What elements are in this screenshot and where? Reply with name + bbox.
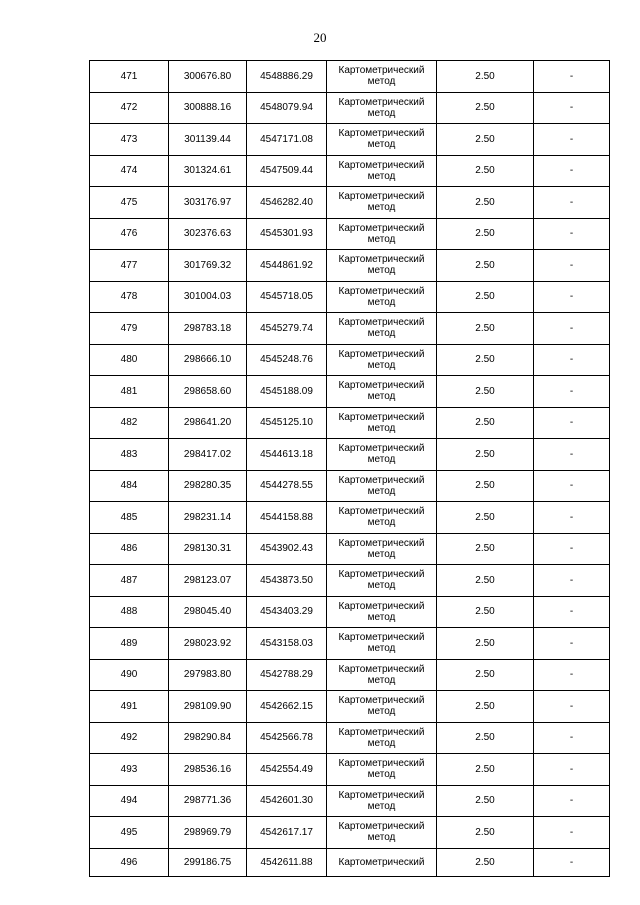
method-line-2: метод xyxy=(367,769,396,781)
method-cell xyxy=(327,628,437,660)
y-coordinate-cell: 4543403.29 xyxy=(247,596,327,628)
method-line-1: Картометрический xyxy=(338,285,425,297)
note-cell: - xyxy=(534,250,610,282)
method-cell xyxy=(327,250,437,282)
x-coordinate-cell: 298783.18 xyxy=(169,313,247,345)
y-coordinate-cell: 4545718.05 xyxy=(247,281,327,313)
precision-cell: 2.50 xyxy=(437,785,534,817)
y-coordinate-cell: 4542566.78 xyxy=(247,722,327,754)
method-cell xyxy=(327,817,437,849)
method-line-1: Картометрический xyxy=(338,789,425,801)
point-number-cell: 496 xyxy=(90,848,169,876)
x-coordinate-cell: 298123.07 xyxy=(169,565,247,597)
point-number-cell: 483 xyxy=(90,439,169,471)
y-coordinate-cell: 4542788.29 xyxy=(247,659,327,691)
table-row xyxy=(90,628,610,660)
table-row xyxy=(90,61,610,93)
note-cell: - xyxy=(534,61,610,93)
method-line-1: Картометрический xyxy=(338,726,425,738)
precision-cell: 2.50 xyxy=(437,848,534,876)
table-row xyxy=(90,722,610,754)
table-row xyxy=(90,344,610,376)
method-line-2: метод xyxy=(367,422,396,434)
x-coordinate-cell: 303176.97 xyxy=(169,187,247,219)
x-coordinate-cell: 298045.40 xyxy=(169,596,247,628)
point-number-cell: 486 xyxy=(90,533,169,565)
note-cell: - xyxy=(534,565,610,597)
x-coordinate-cell: 298109.90 xyxy=(169,691,247,723)
method-cell xyxy=(327,187,437,219)
method-line-1: Картометрический xyxy=(338,506,425,518)
precision-cell: 2.50 xyxy=(437,691,534,723)
method-cell xyxy=(327,92,437,124)
y-coordinate-cell: 4545248.76 xyxy=(247,344,327,376)
method-cell xyxy=(327,61,437,93)
method-line-1: Картометрический xyxy=(338,317,425,329)
y-coordinate-cell: 4542554.49 xyxy=(247,754,327,786)
method-line-2: метод xyxy=(367,548,396,560)
x-coordinate-cell: 299186.75 xyxy=(169,848,247,876)
x-coordinate-cell: 301139.44 xyxy=(169,124,247,156)
method-line-1: Картометрический xyxy=(338,600,425,612)
method-line-2: метод xyxy=(367,328,396,340)
method-cell xyxy=(327,124,437,156)
note-cell: - xyxy=(534,596,610,628)
precision-cell: 2.50 xyxy=(437,313,534,345)
point-number-cell: 489 xyxy=(90,628,169,660)
method-cell xyxy=(327,502,437,534)
x-coordinate-cell: 301324.61 xyxy=(169,155,247,187)
y-coordinate-cell: 4547171.08 xyxy=(247,124,327,156)
note-cell: - xyxy=(534,313,610,345)
method-line-2: метод xyxy=(367,674,396,686)
method-line-1: Картометрический xyxy=(338,856,425,868)
point-number-cell: 482 xyxy=(90,407,169,439)
method-line-1: Картометрический xyxy=(338,380,425,392)
point-number-cell: 479 xyxy=(90,313,169,345)
method-cell xyxy=(327,439,437,471)
x-coordinate-cell: 298641.20 xyxy=(169,407,247,439)
method-line-1: Картометрический xyxy=(338,632,425,644)
method-line-1: Картометрический xyxy=(338,96,425,108)
method-line-1: Картометрический xyxy=(338,663,425,675)
table-row xyxy=(90,439,610,471)
method-line-1: Картометрический xyxy=(338,443,425,455)
precision-cell: 2.50 xyxy=(437,218,534,250)
method-cell xyxy=(327,376,437,408)
point-number-cell: 492 xyxy=(90,722,169,754)
y-coordinate-cell: 4548079.94 xyxy=(247,92,327,124)
coordinates-table xyxy=(89,60,610,877)
table-row xyxy=(90,785,610,817)
method-line-1: Картометрический xyxy=(338,695,425,707)
y-coordinate-cell: 4546282.40 xyxy=(247,187,327,219)
point-number-cell: 490 xyxy=(90,659,169,691)
table-row xyxy=(90,187,610,219)
note-cell: - xyxy=(534,470,610,502)
note-cell: - xyxy=(534,754,610,786)
precision-cell: 2.50 xyxy=(437,502,534,534)
precision-cell: 2.50 xyxy=(437,659,534,691)
precision-cell: 2.50 xyxy=(437,628,534,660)
table-row xyxy=(90,155,610,187)
point-number-cell: 473 xyxy=(90,124,169,156)
method-line-1: Картометрический xyxy=(338,474,425,486)
precision-cell: 2.50 xyxy=(437,722,534,754)
method-line-1: Картометрический xyxy=(338,65,425,77)
note-cell: - xyxy=(534,785,610,817)
method-line-2: метод xyxy=(367,485,396,497)
method-line-1: Картометрический xyxy=(338,222,425,234)
table-row xyxy=(90,376,610,408)
precision-cell: 2.50 xyxy=(437,344,534,376)
method-line-2: метод xyxy=(367,643,396,655)
table-row xyxy=(90,92,610,124)
note-cell: - xyxy=(534,407,610,439)
y-coordinate-cell: 4544861.92 xyxy=(247,250,327,282)
method-line-2: метод xyxy=(367,517,396,529)
precision-cell: 2.50 xyxy=(437,596,534,628)
precision-cell: 2.50 xyxy=(437,61,534,93)
x-coordinate-cell: 300888.16 xyxy=(169,92,247,124)
method-cell xyxy=(327,565,437,597)
x-coordinate-cell: 298417.02 xyxy=(169,439,247,471)
note-cell: - xyxy=(534,218,610,250)
x-coordinate-cell: 298536.16 xyxy=(169,754,247,786)
note-cell: - xyxy=(534,722,610,754)
method-line-2: метод xyxy=(367,611,396,623)
method-line-2: метод xyxy=(367,265,396,277)
point-number-cell: 491 xyxy=(90,691,169,723)
note-cell: - xyxy=(534,628,610,660)
method-line-2: метод xyxy=(367,706,396,718)
table-row xyxy=(90,659,610,691)
note-cell: - xyxy=(534,502,610,534)
table-row xyxy=(90,470,610,502)
method-cell xyxy=(327,470,437,502)
x-coordinate-cell: 298658.60 xyxy=(169,376,247,408)
y-coordinate-cell: 4544158.88 xyxy=(247,502,327,534)
method-line-1: Картометрический xyxy=(338,191,425,203)
x-coordinate-cell: 297983.80 xyxy=(169,659,247,691)
point-number-cell: 487 xyxy=(90,565,169,597)
point-number-cell: 471 xyxy=(90,61,169,93)
point-number-cell: 494 xyxy=(90,785,169,817)
y-coordinate-cell: 4543158.03 xyxy=(247,628,327,660)
y-coordinate-cell: 4543873.50 xyxy=(247,565,327,597)
method-line-1: Картометрический xyxy=(338,758,425,770)
point-number-cell: 493 xyxy=(90,754,169,786)
method-line-2: метод xyxy=(367,139,396,151)
precision-cell: 2.50 xyxy=(437,439,534,471)
x-coordinate-cell: 298290.84 xyxy=(169,722,247,754)
point-number-cell: 488 xyxy=(90,596,169,628)
note-cell: - xyxy=(534,659,610,691)
method-cell xyxy=(327,596,437,628)
precision-cell: 2.50 xyxy=(437,817,534,849)
method-line-2: метод xyxy=(367,391,396,403)
method-line-2: метод xyxy=(367,202,396,214)
note-cell: - xyxy=(534,848,610,876)
x-coordinate-cell: 298023.92 xyxy=(169,628,247,660)
method-line-1: Картометрический xyxy=(338,254,425,266)
method-cell xyxy=(327,407,437,439)
point-number-cell: 495 xyxy=(90,817,169,849)
table-row xyxy=(90,848,610,876)
table-row xyxy=(90,817,610,849)
page-number: 20 xyxy=(313,30,327,45)
y-coordinate-cell: 4543902.43 xyxy=(247,533,327,565)
y-coordinate-cell: 4544613.18 xyxy=(247,439,327,471)
precision-cell: 2.50 xyxy=(437,92,534,124)
table-row xyxy=(90,313,610,345)
point-number-cell: 485 xyxy=(90,502,169,534)
method-line-1: Картометрический xyxy=(338,821,425,833)
table-row xyxy=(90,565,610,597)
method-line-2: метод xyxy=(367,737,396,749)
table-row xyxy=(90,250,610,282)
point-number-cell: 476 xyxy=(90,218,169,250)
method-cell xyxy=(327,785,437,817)
point-number-cell: 475 xyxy=(90,187,169,219)
y-coordinate-cell: 4542617.17 xyxy=(247,817,327,849)
method-line-2: метод xyxy=(367,296,396,308)
point-number-cell: 474 xyxy=(90,155,169,187)
table-row xyxy=(90,691,610,723)
table-body xyxy=(90,61,610,877)
note-cell: - xyxy=(534,124,610,156)
y-coordinate-cell: 4548886.29 xyxy=(247,61,327,93)
precision-cell: 2.50 xyxy=(437,407,534,439)
method-cell xyxy=(327,722,437,754)
method-line-2: метод xyxy=(367,800,396,812)
method-cell xyxy=(327,691,437,723)
x-coordinate-cell: 298771.36 xyxy=(169,785,247,817)
method-cell xyxy=(327,155,437,187)
y-coordinate-cell: 4545125.10 xyxy=(247,407,327,439)
point-number-cell: 472 xyxy=(90,92,169,124)
point-number-cell: 477 xyxy=(90,250,169,282)
note-cell: - xyxy=(534,691,610,723)
method-cell xyxy=(327,754,437,786)
y-coordinate-cell: 4545188.09 xyxy=(247,376,327,408)
method-line-1: Картометрический xyxy=(338,569,425,581)
x-coordinate-cell: 298280.35 xyxy=(169,470,247,502)
method-cell xyxy=(327,659,437,691)
table-row xyxy=(90,754,610,786)
precision-cell: 2.50 xyxy=(437,187,534,219)
x-coordinate-cell: 298231.14 xyxy=(169,502,247,534)
table-row xyxy=(90,596,610,628)
y-coordinate-cell: 4547509.44 xyxy=(247,155,327,187)
precision-cell: 2.50 xyxy=(437,470,534,502)
x-coordinate-cell: 298666.10 xyxy=(169,344,247,376)
y-coordinate-cell: 4542601.30 xyxy=(247,785,327,817)
method-cell xyxy=(327,281,437,313)
note-cell: - xyxy=(534,344,610,376)
method-line-2: метод xyxy=(367,170,396,182)
x-coordinate-cell: 301769.32 xyxy=(169,250,247,282)
method-line-2: метод xyxy=(367,454,396,466)
x-coordinate-cell: 301004.03 xyxy=(169,281,247,313)
note-cell: - xyxy=(534,376,610,408)
point-number-cell: 480 xyxy=(90,344,169,376)
method-line-2: метод xyxy=(367,107,396,119)
method-line-2: метод xyxy=(367,832,396,844)
method-line-1: Картометрический xyxy=(338,159,425,171)
y-coordinate-cell: 4545279.74 xyxy=(247,313,327,345)
method-line-1: Картометрический xyxy=(338,348,425,360)
table-row xyxy=(90,502,610,534)
method-line-2: метод xyxy=(367,580,396,592)
method-line-1: Картометрический xyxy=(338,128,425,140)
method-line-2: метод xyxy=(367,233,396,245)
table-row xyxy=(90,533,610,565)
table-row xyxy=(90,407,610,439)
method-line-2: метод xyxy=(367,359,396,371)
note-cell: - xyxy=(534,439,610,471)
point-number-cell: 484 xyxy=(90,470,169,502)
method-line-1: Картометрический xyxy=(338,537,425,549)
table-row xyxy=(90,218,610,250)
precision-cell: 2.50 xyxy=(437,533,534,565)
note-cell: - xyxy=(534,155,610,187)
precision-cell: 2.50 xyxy=(437,155,534,187)
x-coordinate-cell: 298969.79 xyxy=(169,817,247,849)
method-cell xyxy=(327,313,437,345)
note-cell: - xyxy=(534,533,610,565)
point-number-cell: 481 xyxy=(90,376,169,408)
precision-cell: 2.50 xyxy=(437,124,534,156)
point-number-cell: 478 xyxy=(90,281,169,313)
y-coordinate-cell: 4545301.93 xyxy=(247,218,327,250)
method-cell xyxy=(327,533,437,565)
y-coordinate-cell: 4542662.15 xyxy=(247,691,327,723)
table-row xyxy=(90,281,610,313)
method-cell xyxy=(327,344,437,376)
precision-cell: 2.50 xyxy=(437,376,534,408)
note-cell: - xyxy=(534,187,610,219)
precision-cell: 2.50 xyxy=(437,754,534,786)
x-coordinate-cell: 302376.63 xyxy=(169,218,247,250)
x-coordinate-cell: 298130.31 xyxy=(169,533,247,565)
note-cell: - xyxy=(534,92,610,124)
table-row xyxy=(90,124,610,156)
method-cell xyxy=(327,848,437,876)
precision-cell: 2.50 xyxy=(437,281,534,313)
method-cell xyxy=(327,218,437,250)
note-cell: - xyxy=(534,281,610,313)
precision-cell: 2.50 xyxy=(437,250,534,282)
note-cell: - xyxy=(534,817,610,849)
x-coordinate-cell: 300676.80 xyxy=(169,61,247,93)
y-coordinate-cell: 4544278.55 xyxy=(247,470,327,502)
method-line-2: метод xyxy=(367,76,396,88)
y-coordinate-cell: 4542611.88 xyxy=(247,848,327,876)
method-line-1: Картометрический xyxy=(338,411,425,423)
precision-cell: 2.50 xyxy=(437,565,534,597)
